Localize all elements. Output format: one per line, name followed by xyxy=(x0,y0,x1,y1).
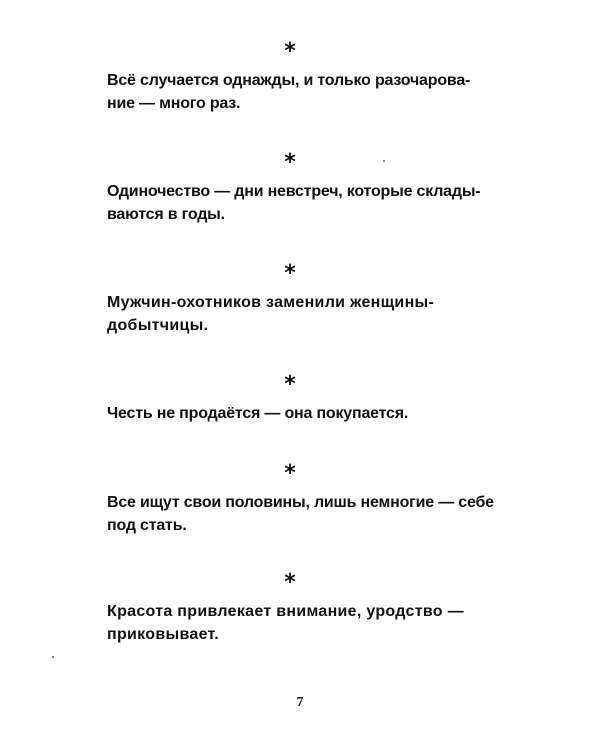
print-speck xyxy=(383,160,385,162)
asterisk-separator: * xyxy=(284,39,296,64)
asterisk-separator: * xyxy=(284,461,296,486)
aphorism-text: Красота привлекает внимание, уродство — приковывает. xyxy=(107,603,464,643)
aphorism-text: Все ищут свои половины, лишь немногие — себе под стать. xyxy=(107,494,494,534)
page-number: 7 xyxy=(296,695,304,710)
aphorism-text: Одиночество — дни невстреч, которые склады- ваются в годы. xyxy=(107,183,481,223)
asterisk-separator: * xyxy=(284,372,296,397)
aphorism-text: Мужчин-охотников заменили женщины- добытчицы. xyxy=(107,294,435,334)
asterisk-separator: * xyxy=(284,570,296,595)
asterisk-separator: * xyxy=(284,261,296,286)
asterisk-separator: * xyxy=(284,150,296,175)
aphorism-text: Всё случается однажды, и только разочарова- ние — много раз. xyxy=(107,72,471,112)
aphorism-text: Честь не продаётся — она покупается. xyxy=(107,405,409,422)
print-speck xyxy=(52,656,54,658)
